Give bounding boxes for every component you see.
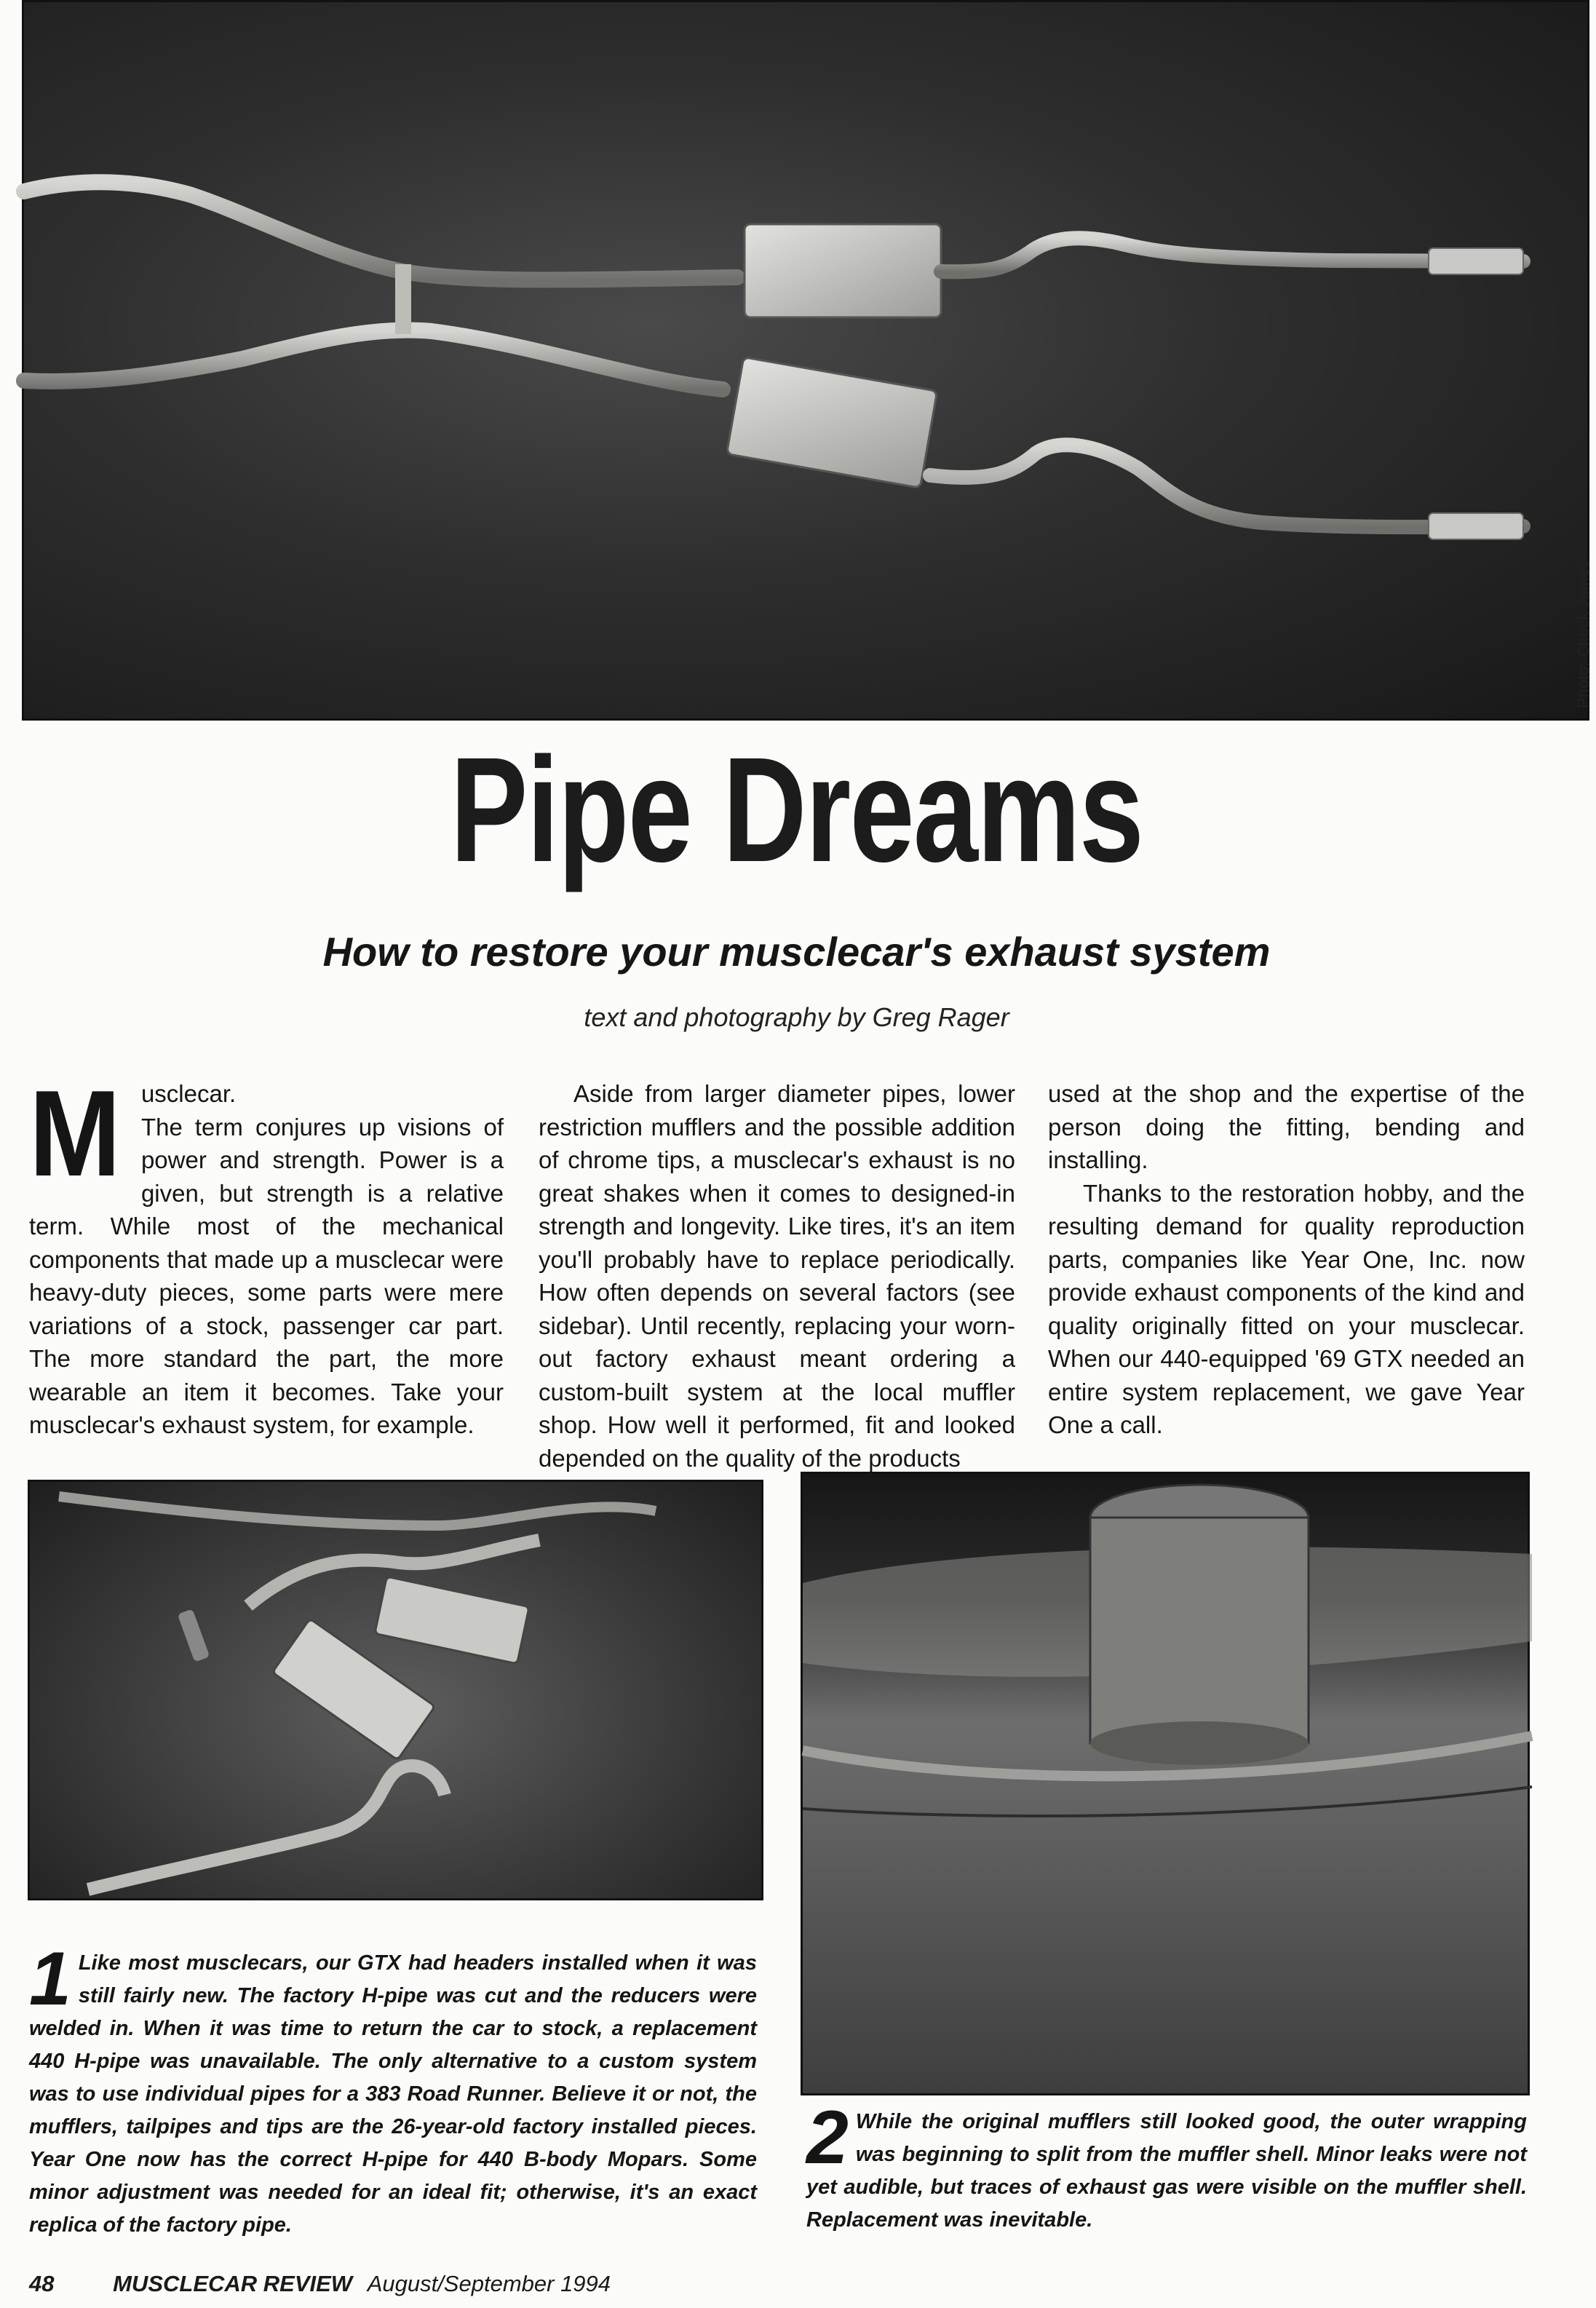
body-paragraph: Aside from larger diameter pipes, lower restriction mufflers and the possible addition of chrome tips, a musclecar's exhaust is no great shakes when it comes to designed-in strength and longevity. Like tires, it's an item you'll probably have to replace periodically. How often depends on several factors (see sidebar). Until recently, replacing your worn-out factory exhaust meant ordering a custom-built system at the local muffler shop. How well it performed, fit and looked depended on the quality of the products <box>539 1080 1015 1472</box>
old-exhaust-parts-illustration <box>30 1482 766 1903</box>
magazine-name: MUSCLECAR REVIEW <box>113 2271 353 2296</box>
caption-1 <box>29 1937 757 2242</box>
body-column-3 <box>1048 1077 1525 1442</box>
photo-muffler-closeup <box>801 1472 1530 2095</box>
caption-2 <box>806 2095 1527 2237</box>
article-headline: Pipe Dreams <box>450 726 1143 893</box>
page-footer <box>29 2271 902 2297</box>
intro-text: The term conjures up visions of power and strength. Power is a given, but strength is a relative term. While most of the mechanical components that made up a musclecar were heavy-duty pieces, some parts were mere variations of a stock, passenger car part. The more standard the part, the more wearable an item it becomes. Take your musclecar's exhaust system, for example. <box>29 1113 504 1438</box>
article-deck: How to restore your musclecar's exhaust system <box>322 929 1271 975</box>
intro-first-line: usclecar. <box>140 1080 237 1107</box>
photo-old-exhaust-parts <box>28 1480 763 1900</box>
page-number: 48 <box>29 2271 55 2296</box>
photo-credit: Photo: Chuck James <box>1574 560 1592 708</box>
exhaust-system-illustration <box>24 2 1592 723</box>
caption-text: While the original mufflers still looked good, the outer wrapping was beginning to split from the muffler shell. Minor leaks were not yet audible, but traces of exhaust gas were visible on the muffler shell. Replacement was inevitable. <box>806 2110 1527 2232</box>
intro-paragraph <box>29 1065 504 1442</box>
hero-photo-exhaust-system <box>22 0 1592 721</box>
caption-number: 2 <box>806 2095 849 2180</box>
body-paragraph: Thanks to the restoration hobby, and the resulting demand for quality reproduction parts, companies like Year One, Inc. now provide exhaust components of the kind and quality originally fitted on your musclecar. When our 440-equipped '69 GTX needed an entire system replacement, we gave Year One a call. <box>1048 1179 1525 1438</box>
muffler-closeup-illustration <box>803 1474 1532 2098</box>
body-column-2 <box>539 1077 1015 1475</box>
drop-cap: M <box>29 1065 121 1202</box>
article-byline: text and photography by Greg Rager <box>584 1002 1009 1032</box>
issue-date: August/September 1994 <box>367 2271 611 2296</box>
caption-text: Like most musclecars, our GTX had headers installed when it was still fairly new. The factory H-pipe was cut and the reducers were welded in. When it was time to return the car to stock, a replacement 440 H-pipe was unavailable. The only alternative to a custom system was to use individual pipes for a 383 Road Runner. Believe it or not, the mufflers, tailpipes and tips are the 26-year-old factory installed pieces. Year One now has the correct H-pipe for 440 B-body Mopars. Some minor adjustment was needed for an ideal fit; otherwise, it's an exact replica of the factory pipe. <box>29 1951 757 2237</box>
body-paragraph-continued: used at the shop and the expertise of the person doing the fitting, bending and installing. <box>1048 1080 1525 1173</box>
body-column-1 <box>29 1065 504 1442</box>
caption-number: 1 <box>29 1937 71 2021</box>
